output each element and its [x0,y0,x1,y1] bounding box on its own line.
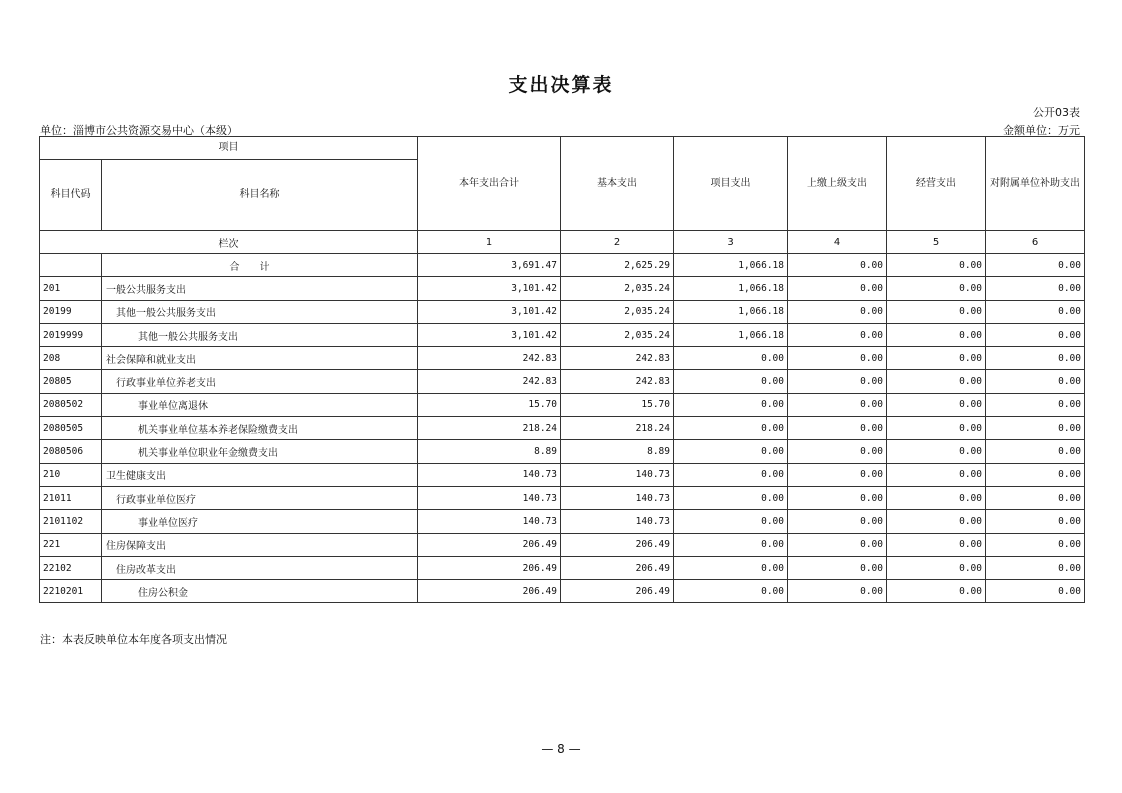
value-cell: 0.00 [788,323,887,346]
total-code-cell [40,254,102,277]
total-value: 2,625.29 [561,254,674,277]
value-cell: 0.00 [986,393,1085,416]
table-row [40,370,1085,393]
subject-code: 201 [40,277,102,300]
subject-code: 20805 [40,370,102,393]
table-row [40,486,1085,509]
table-row [40,277,1085,300]
value-cell: 0.00 [986,556,1085,579]
subject-name: 卫生健康支出 [102,463,418,486]
value-cell: 2,035.24 [561,277,674,300]
table-row [40,463,1085,486]
value-cell: 0.00 [986,486,1085,509]
subject-code: 2080502 [40,393,102,416]
header-total: 本年支出合计 [418,137,561,231]
value-cell: 2,035.24 [561,323,674,346]
value-cell: 8.89 [418,440,561,463]
value-cell: 206.49 [561,556,674,579]
subject-name: 机关事业单位基本养老保险缴费支出 [102,417,418,440]
value-cell: 0.00 [887,393,986,416]
value-cell: 0.00 [788,533,887,556]
value-cell: 15.70 [561,393,674,416]
value-cell: 0.00 [986,580,1085,603]
value-cell: 218.24 [418,417,561,440]
value-cell: 0.00 [887,300,986,323]
value-cell: 0.00 [887,347,986,370]
subject-code: 2080505 [40,417,102,440]
subject-code: 210 [40,463,102,486]
subject-name: 社会保障和就业支出 [102,347,418,370]
header-business: 经营支出 [887,137,986,231]
col-index-6: 6 [986,231,1085,254]
value-cell: 0.00 [986,277,1085,300]
value-cell: 0.00 [788,347,887,370]
value-cell: 206.49 [561,533,674,556]
value-cell: 0.00 [986,533,1085,556]
value-cell: 15.70 [418,393,561,416]
value-cell: 1,066.18 [674,300,788,323]
total-value: 0.00 [788,254,887,277]
value-cell: 0.00 [986,440,1085,463]
total-value: 0.00 [986,254,1085,277]
value-cell: 206.49 [418,533,561,556]
col-index-2: 2 [561,231,674,254]
value-cell: 3,101.42 [418,300,561,323]
value-cell: 0.00 [674,417,788,440]
reporting-unit: 单位：淄博市公共资源交易中心（本级） [40,124,238,137]
value-cell: 0.00 [674,440,788,463]
subject-code: 2080506 [40,440,102,463]
table-note: 注：本表反映单位本年度各项支出情况 [40,633,227,646]
subject-name: 行政事业单位医疗 [102,486,418,509]
value-cell: 0.00 [674,370,788,393]
total-label: 合计 [102,254,418,277]
value-cell: 0.00 [788,440,887,463]
value-cell: 0.00 [788,580,887,603]
value-cell: 0.00 [887,486,986,509]
amount-unit: 金额单位：万元 [1003,124,1080,137]
subject-name: 其他一般公共服务支出 [102,323,418,346]
total-row [40,254,1085,277]
subject-name: 住房公积金 [102,580,418,603]
value-cell: 2,035.24 [561,300,674,323]
header-code: 科目代码 [40,160,102,231]
value-cell: 0.00 [674,510,788,533]
value-cell: 3,101.42 [418,323,561,346]
table-row [40,347,1085,370]
value-cell: 0.00 [674,486,788,509]
header-row-item [40,137,1085,160]
header-item: 项目 [40,137,418,160]
value-cell: 0.00 [788,370,887,393]
header-name: 科目名称 [102,160,418,231]
value-cell: 3,101.42 [418,277,561,300]
header-row-col-index [40,231,1085,254]
value-cell: 0.00 [887,510,986,533]
value-cell: 0.00 [674,347,788,370]
col-index-3: 3 [674,231,788,254]
total-value: 0.00 [887,254,986,277]
value-cell: 0.00 [674,556,788,579]
total-value: 3,691.47 [418,254,561,277]
value-cell: 0.00 [674,533,788,556]
table-row [40,300,1085,323]
value-cell: 242.83 [418,370,561,393]
subject-code: 21011 [40,486,102,509]
expenditure-table [39,136,1085,603]
subject-code: 20199 [40,300,102,323]
value-cell: 242.83 [418,347,561,370]
subject-name: 行政事业单位养老支出 [102,370,418,393]
subject-code: 22102 [40,556,102,579]
value-cell: 0.00 [887,580,986,603]
col-index-5: 5 [887,231,986,254]
col-index-1: 1 [418,231,561,254]
value-cell: 140.73 [561,486,674,509]
value-cell: 0.00 [986,347,1085,370]
value-cell: 0.00 [788,393,887,416]
value-cell: 0.00 [788,463,887,486]
report-title: 支出决算表 [508,74,614,96]
value-cell: 140.73 [561,463,674,486]
table-row [40,440,1085,463]
table-row [40,393,1085,416]
value-cell: 0.00 [887,556,986,579]
value-cell: 0.00 [887,417,986,440]
form-number: 公开03表 [1033,106,1080,119]
value-cell: 0.00 [887,370,986,393]
subject-code: 2101102 [40,510,102,533]
table-row [40,580,1085,603]
value-cell: 140.73 [418,510,561,533]
header-subsidy: 对附属单位补助支出 [986,137,1085,231]
page-number: — 8 — [541,742,581,756]
subject-name: 其他一般公共服务支出 [102,300,418,323]
subject-name: 住房改革支出 [102,556,418,579]
value-cell: 206.49 [561,580,674,603]
value-cell: 1,066.18 [674,323,788,346]
value-cell: 0.00 [887,277,986,300]
total-value: 1,066.18 [674,254,788,277]
value-cell: 218.24 [561,417,674,440]
table-row [40,533,1085,556]
table-row [40,510,1085,533]
value-cell: 0.00 [887,323,986,346]
subject-code: 2019999 [40,323,102,346]
value-cell: 0.00 [788,417,887,440]
value-cell: 0.00 [986,417,1085,440]
value-cell: 140.73 [561,510,674,533]
value-cell: 0.00 [788,300,887,323]
subject-name: 一般公共服务支出 [102,277,418,300]
col-index-label: 栏次 [40,231,418,254]
value-cell: 0.00 [986,323,1085,346]
value-cell: 0.00 [986,300,1085,323]
value-cell: 0.00 [788,510,887,533]
value-cell: 0.00 [887,440,986,463]
value-cell: 140.73 [418,486,561,509]
value-cell: 0.00 [887,463,986,486]
subject-code: 221 [40,533,102,556]
subject-name: 住房保障支出 [102,533,418,556]
value-cell: 0.00 [788,486,887,509]
value-cell: 206.49 [418,556,561,579]
table-row [40,417,1085,440]
value-cell: 140.73 [418,463,561,486]
header-basic: 基本支出 [561,137,674,231]
value-cell: 0.00 [986,510,1085,533]
subject-name: 机关事业单位职业年金缴费支出 [102,440,418,463]
value-cell: 0.00 [674,580,788,603]
col-index-4: 4 [788,231,887,254]
value-cell: 242.83 [561,370,674,393]
value-cell: 0.00 [674,393,788,416]
subject-name: 事业单位离退休 [102,393,418,416]
header-upper: 上缴上级支出 [788,137,887,231]
value-cell: 0.00 [887,533,986,556]
value-cell: 0.00 [986,463,1085,486]
value-cell: 0.00 [674,463,788,486]
value-cell: 242.83 [561,347,674,370]
table-row [40,556,1085,579]
subject-code: 208 [40,347,102,370]
value-cell: 0.00 [788,277,887,300]
subject-name: 事业单位医疗 [102,510,418,533]
header-project: 项目支出 [674,137,788,231]
value-cell: 8.89 [561,440,674,463]
value-cell: 206.49 [418,580,561,603]
value-cell: 1,066.18 [674,277,788,300]
subject-code: 2210201 [40,580,102,603]
table-row [40,323,1085,346]
value-cell: 0.00 [788,556,887,579]
value-cell: 0.00 [986,370,1085,393]
